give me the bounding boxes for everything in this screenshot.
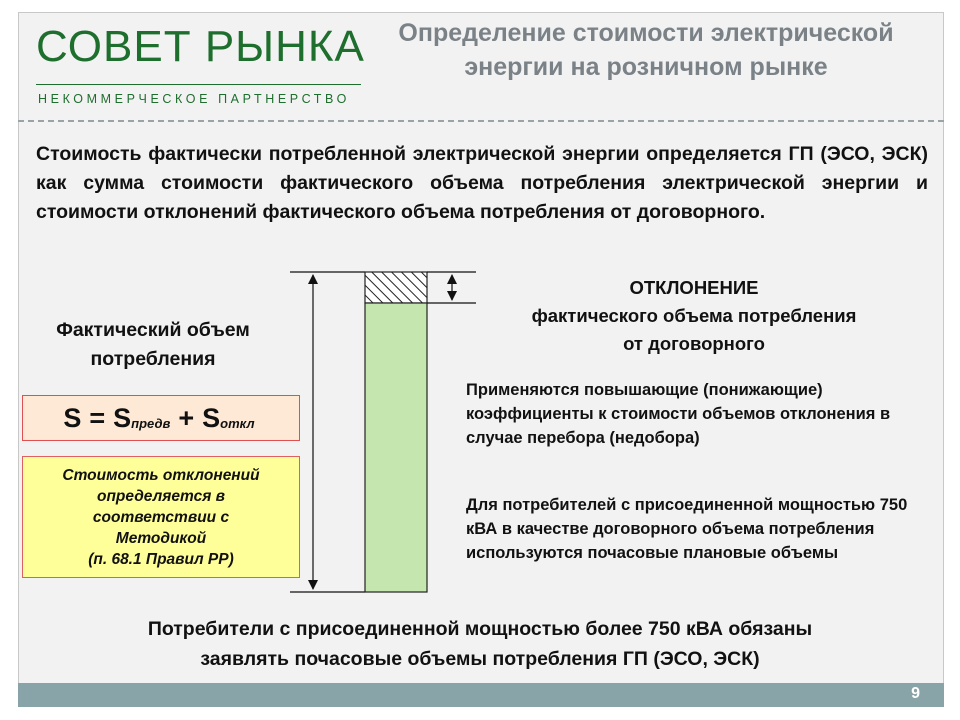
logo-text: СОВЕТ РЫНКА (36, 22, 365, 71)
bottom-note-line: заявлять почасовые объемы потребления ГП (ЭСО, ЭСК) (200, 648, 760, 670)
formula-s-pred: S (113, 402, 132, 433)
slide-title: Определение стоимости электрической энергии на розничном рынке (398, 19, 894, 81)
actual-volume-label: Фактический объем потребления (56, 319, 250, 370)
logo-subtitle: НЕКОММЕРЧЕСКОЕ ПАРТНЕРСТВО (38, 92, 350, 106)
deviation-title-line: от договорного (623, 333, 765, 354)
note-line: соответствии с (92, 508, 230, 526)
formula-plus: + (178, 402, 195, 433)
note-line: Стоимость отклонений (62, 466, 260, 484)
formula-sub-pred: предв (131, 415, 171, 431)
hourly-volume-info: Для потребителей с присоединенной мощностью 750 кВА в качестве договорного объема потребления используются почасовые плановые объемы (466, 496, 908, 562)
contract-volume-bar (365, 303, 427, 592)
page-number: 9 (911, 685, 920, 702)
intro-paragraph: Стоимость фактически потребленной электрической энергии определяется ГП (ЭСО, ЭСК) как сумма стоимости фактического объема потребления электрической энергии и стоимости отклонений фактического объема потребления от договорного. (36, 143, 928, 223)
deviation-heading (462, 274, 926, 358)
formula-s-otkl: S (202, 402, 221, 433)
deviation-title-line: ОТКЛОНЕНИЕ (629, 277, 759, 298)
formula-s-total: S (63, 402, 82, 433)
formula-sub-otkl: откл (220, 415, 255, 431)
coefficient-info: Применяются повышающие (понижающие) коэффициенты к стоимости объемов отклонения в случае перебора (недобора) (466, 381, 891, 447)
footer-bar (18, 683, 944, 707)
bottom-note (40, 614, 920, 674)
note-line: Методикой (115, 529, 207, 547)
note-line: (п. 68.1 Правил РР) (88, 550, 234, 568)
bottom-note-line: Потребители с присоединенной мощностью более 750 кВА обязаны (147, 618, 813, 640)
deviation-title-line: фактического объема потребления (531, 305, 857, 326)
formula-equals: = (89, 402, 106, 433)
note-line: определяется в (97, 487, 225, 505)
deviation-segment (365, 272, 427, 303)
